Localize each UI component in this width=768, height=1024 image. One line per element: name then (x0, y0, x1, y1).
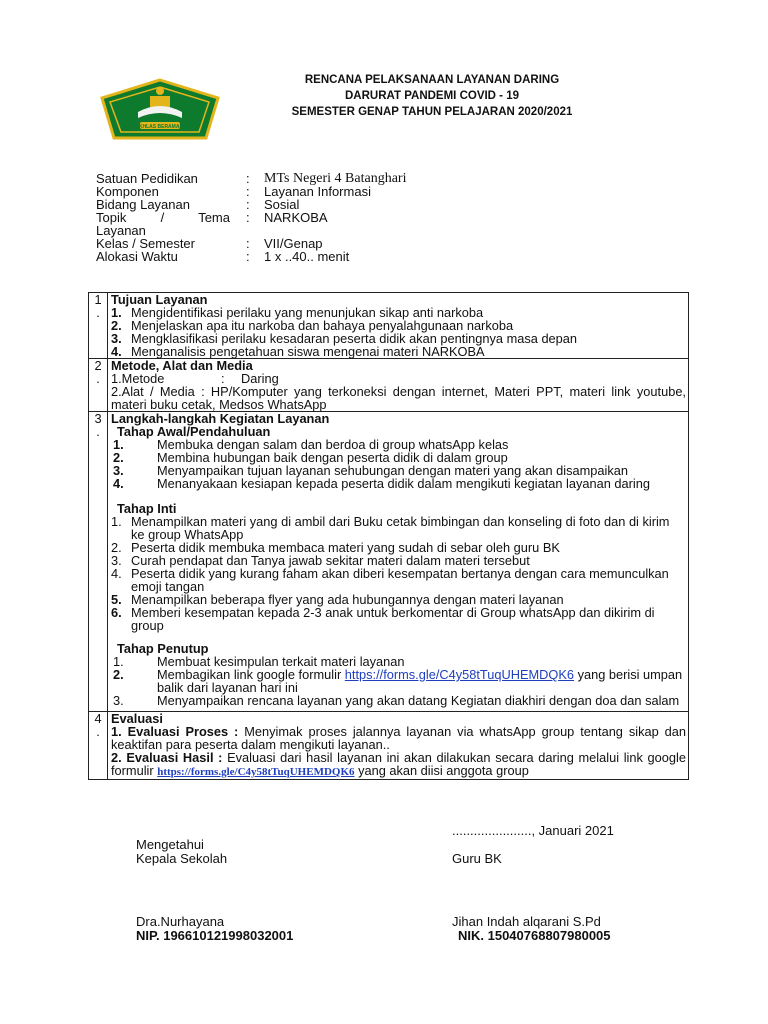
info-key: Layanan (96, 223, 146, 238)
item-number: 2. (113, 667, 124, 682)
item-text: Membina hubungan baik dengan peserta didik di dalam group (157, 450, 508, 465)
metode-label: 1.Metode (111, 371, 165, 386)
alat-media: 2.Alat / Media : HP/Komputer yang terkoneksi dengan internet, Materi PPT, materi link youtube, materi buku cetak, Medsos WhatsApp (111, 384, 686, 412)
item-number: 4. (111, 344, 122, 359)
evaluasi-hasil-text: yang akan diisi anggota group (354, 763, 529, 778)
metode-value: Daring (241, 371, 279, 386)
info-colon: : (246, 236, 250, 251)
document-header (262, 72, 602, 120)
item-text: Mengidentifikasi perilaku yang menunjukan sikap anti narkoba (131, 305, 484, 320)
subsection-title: Tahap Inti (117, 501, 177, 516)
item-text: Membuka dengan salam dan berdoa di group whatsApp kelas (157, 437, 509, 452)
guru-bk-nik: NIK. 15040768807980005 (458, 928, 611, 943)
info-colon: : (246, 197, 250, 212)
item-text-part: yang berisi umpan balik dari layanan hari ini (157, 667, 683, 695)
list-item (111, 345, 686, 358)
info-key: Satuan Pedidikan (96, 171, 198, 186)
item-text: Memberi kesempatan kepada 2-3 anak untuk berkomentar di Group whatsApp dan dikirim di group (131, 605, 655, 633)
header-line-2: DARURAT PANDEMI COVID - 19 (345, 90, 519, 102)
section-evaluasi (89, 712, 689, 780)
item-text: Menyampaikan tujuan layanan sehubungan dengan materi yang akan disampaikan (157, 463, 628, 478)
section-num: 3 (94, 411, 102, 426)
section-number (89, 712, 108, 780)
evaluasi-hasil (111, 751, 686, 779)
guru-bk-label: Guru BK (452, 851, 502, 866)
info-key: Komponen (96, 184, 159, 199)
info-colon: : (246, 210, 250, 225)
info-value: NARKOBA (264, 210, 328, 225)
info-row (96, 250, 566, 263)
info-key: Topik / Tema (96, 210, 230, 225)
section-dot: . (96, 724, 100, 739)
section-body (108, 712, 689, 780)
info-value: Sosial (264, 197, 300, 212)
item-text: Menampilkan materi yang di ambil dari Buku cetak bimbingan dan konseling di foto dan di kirim ke group WhatsApp (131, 514, 670, 542)
guru-bk-name: Jihan Indah alqarani S.Pd (452, 914, 601, 929)
list-item (111, 694, 686, 707)
item-number: 4. (113, 476, 124, 491)
section-title: Tujuan Layanan (111, 292, 208, 307)
identity-info (96, 172, 566, 263)
info-key: Kelas / Semester (96, 236, 195, 251)
evaluasi-proses (111, 725, 686, 751)
kepala-sekolah-label: Kepala Sekolah (136, 851, 228, 866)
google-form-link[interactable]: https://forms.gle/C4y58tTuqUHEMDQK6 (344, 667, 575, 682)
item-text: Menganalisis pengetahuan siswa mengenai materi NARKOBA (131, 344, 485, 359)
item-number: 3. (111, 553, 122, 568)
info-value: MTs Negeri 4 Batanghari (264, 171, 407, 186)
list-item (111, 515, 686, 541)
item-text: Menjelaskan apa itu narkoba dan bahaya penyalahgunaan narkoba (131, 318, 514, 333)
section-langkah (89, 412, 689, 712)
item-text: Menampilkan beberapa flyer yang ada hubungannya dengan materi layanan (131, 592, 564, 607)
metode-colon: : (221, 371, 225, 386)
subsection-title: Tahap Awal/Pendahuluan (117, 424, 271, 439)
info-row (96, 211, 566, 224)
logo-motto: IKHLAS BERAMAL (137, 124, 183, 130)
item-number: 2. (113, 450, 124, 465)
list-item (111, 477, 686, 490)
section-num: 1 (94, 292, 102, 307)
section-metode (89, 359, 689, 412)
section-num: 4 (94, 711, 102, 726)
kemenag-logo (98, 78, 223, 143)
kepala-sekolah-name: Dra.Nurhayana (136, 914, 225, 929)
item-number: 1. (111, 514, 122, 529)
header-line-3: SEMESTER GENAP TAHUN PELAJARAN 2020/2021 (291, 106, 573, 118)
item-text: Menyampaikan rencana layanan yang akan datang Kegiatan diakhiri dengan doa dan salam (157, 693, 680, 708)
item-number: 3. (111, 331, 122, 346)
info-key: Alokasi Waktu (96, 249, 178, 264)
date-line: ......................, Januari 2021 (452, 823, 614, 838)
list-item (111, 668, 686, 694)
section-body (108, 412, 689, 712)
section-number (89, 293, 108, 359)
evaluasi-proses-label: 1. Evaluasi Proses : (111, 724, 239, 739)
evaluasi-proses-text: Menyimak proses jalannya layanan via whatsApp group tentang sikap dan keaktifan para peserta dalam mengikuti layanan.. (111, 724, 686, 752)
kepala-sekolah-nip: NIP. 196610121998032001 (136, 928, 294, 943)
item-text: Mengklasifikasi perilaku kesadaran peserta didik akan pentingnya masa depan (131, 331, 578, 346)
list-item (111, 606, 686, 632)
section-dot: . (96, 305, 100, 320)
section-title: Evaluasi (111, 711, 163, 726)
info-value: VII/Genap (264, 236, 323, 251)
item-text: Peserta didik yang kurang faham akan diberi kesempatan bertanya dengan cara memunculkan emoji tangan (131, 566, 669, 594)
item-text: Membuat kesimpulan terkait materi layanan (157, 654, 405, 669)
mengetahui-label: Mengetahui (136, 837, 204, 852)
item-number: 1. (113, 437, 124, 452)
info-colon: : (246, 171, 250, 186)
item-text: Peserta didik membuka membaca materi yang sudah di sebar oleh guru BK (131, 540, 560, 555)
item-number: 1. (113, 654, 124, 669)
subsection-title: Tahap Penutup (117, 641, 209, 656)
section-tujuan (89, 293, 689, 359)
section-dot: . (96, 424, 100, 439)
item-text: Curah pendapat dan Tanya jawab sekitar materi dalam materi tersebut (131, 553, 530, 568)
section-dot: . (96, 371, 100, 386)
list-item (111, 567, 686, 593)
item-number: 4. (111, 566, 122, 581)
section-title: Metode, Alat dan Media (111, 358, 253, 373)
item-number: 5. (111, 592, 122, 607)
item-number: 2. (111, 540, 122, 555)
evaluasi-hasil-label: 2. Evaluasi Hasil : (111, 750, 223, 765)
evaluasi-form-link[interactable]: https://forms.gle/C4y58tTuqUHEMDQK6 (157, 766, 355, 778)
info-colon: : (246, 184, 250, 199)
section-number (89, 359, 108, 412)
item-text: Menanyakaan kesiapan kepada peserta didik dalam mengikuti kegiatan layanan daring (157, 476, 651, 491)
item-text-part: Membagikan link google formulir (157, 667, 342, 682)
evaluasi-hasil-text: Evaluasi dari hasil layanan ini akan dilakukan secara daring melalui link google formulir (111, 750, 686, 778)
info-key: Bidang Layanan (96, 197, 190, 212)
item-number: 6. (111, 605, 122, 620)
section-body (108, 293, 689, 359)
section-title: Langkah-langkah Kegiatan Layanan (111, 411, 330, 426)
section-num: 2 (94, 358, 102, 373)
item-number: 3. (113, 463, 124, 478)
section-number (89, 412, 108, 712)
header-line-1: RENCANA PELAKSANAAN LAYANAN DARING (304, 74, 560, 86)
item-number: 2. (111, 318, 122, 333)
item-text (157, 668, 686, 694)
service-plan-table (88, 292, 689, 780)
info-value: Layanan Informasi (264, 184, 371, 199)
info-value: 1 x ..40.. menit (264, 249, 350, 264)
section-body (108, 359, 689, 412)
item-number: 3. (113, 693, 124, 708)
info-colon: : (246, 249, 250, 264)
item-number: 1. (111, 305, 122, 320)
